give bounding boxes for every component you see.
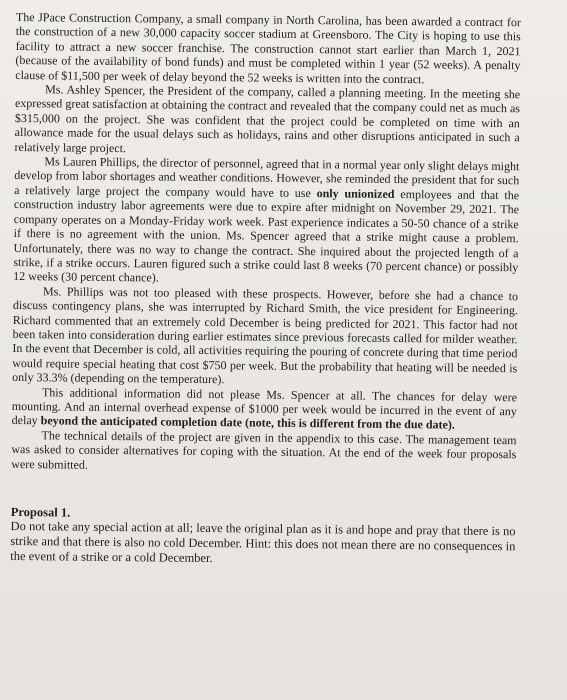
paragraph-p1 (15, 10, 521, 87)
case-text (11, 10, 521, 476)
proposal-section (10, 505, 516, 570)
bold-text: only unionized (316, 186, 395, 201)
paragraph-p5 (12, 385, 517, 434)
paragraph-p6 (11, 428, 516, 477)
paragraph-text: Ms. Ashley Spencer, the President of the company, called a planning meeting. In the meeting she expressed great satisfaction at obtaining the contract and revealed that the company could net as much as $315,000 on the project. She was confident that the project could be completed on time with an allowance made for the usual delays such as holidays, rains and other disruptions anticipated in such a relatively large project. (14, 82, 521, 155)
paragraph-text: The technical details of the project are given in the appendix to this case. The management team was asked to consider alternatives for coping with the situation. At the end of the week four proposals were submitted. (11, 428, 517, 472)
section-gap (11, 471, 516, 510)
paragraph-p3 (13, 154, 519, 289)
paragraph-text: Ms Lauren Phillips, the director of personnel, agreed that in a normal year only slight delays might develop from labor shortages and weather conditions. However, she reminded the president that for such a relatively large project the company would have to use (14, 154, 520, 201)
paragraph-text: The JPace Construction Company, a small company in North Carolina, has been awarded a contract for the construction of a new 30,000 capacity soccer stadium at Greensboro. The City is hoping to use this facility to attract a new soccer franchise. The construction cannot start earlier than March 1, 2021 (because of the availability of bond funds) and must be completed within 1 year (52 weeks). A penalty clause of $11,500 per week of delay beyond the 52 weeks is written into the contract. (15, 10, 521, 86)
document-page (10, 10, 521, 570)
paragraph-text: employees and that the construction industry labor agreements were due to expire after midnight on November 29, 2021. The company operates on a Monday-Friday work week. Past experience indicates a 50-50 chance of a strike if there is no agreement with the union. Ms. Spencer agreed that a strike might cause a problem. Unfortunately, there was no way to change the contract. She inquired about the projected length of a strike, if a strike occurs. Lauren figured such a strike could last 8 weeks (70 percent chance) or possibly 12 weeks (30 percent chance). (13, 186, 520, 285)
bold-text: beyond the anticipated completion date (note, this is different from the due date). (40, 413, 455, 432)
paragraph-p2 (14, 82, 520, 159)
proposal-title: Proposal 1. (10, 504, 71, 520)
paragraph-text: Ms. Phillips was not too pleased with these prospects. However, before she had a chance to discuss contingency plans, she was interrupted by Richard Smith, the vice president for Engineering. Richard commented that an extremely cold December is being predicted for 2021. This factor had not been taken into consideration during earlier estimates since previous forecasts called for milder weather. In the event that December is cold, all activities requiring the pouring of concrete during that time period would require special heating that cost $750 per week. But the probability that heating will be needed is only 33.3% (depending on the temperature). (12, 284, 519, 387)
paragraph-p4 (12, 284, 518, 390)
paragraph-text: This additional information did not please Ms. Spencer at all. The chances for delay were mounting. And an internal overhead expense of $1000 per week would be incurred in the event of any delay (11, 384, 518, 428)
proposal-body: Do not take any special action at all; leave the original plan as it is and hope and pray that there is no strike and that there is also no cold December. Hint: this does not mean there are no consequences in the event of a strike or a cold December. (10, 518, 516, 566)
